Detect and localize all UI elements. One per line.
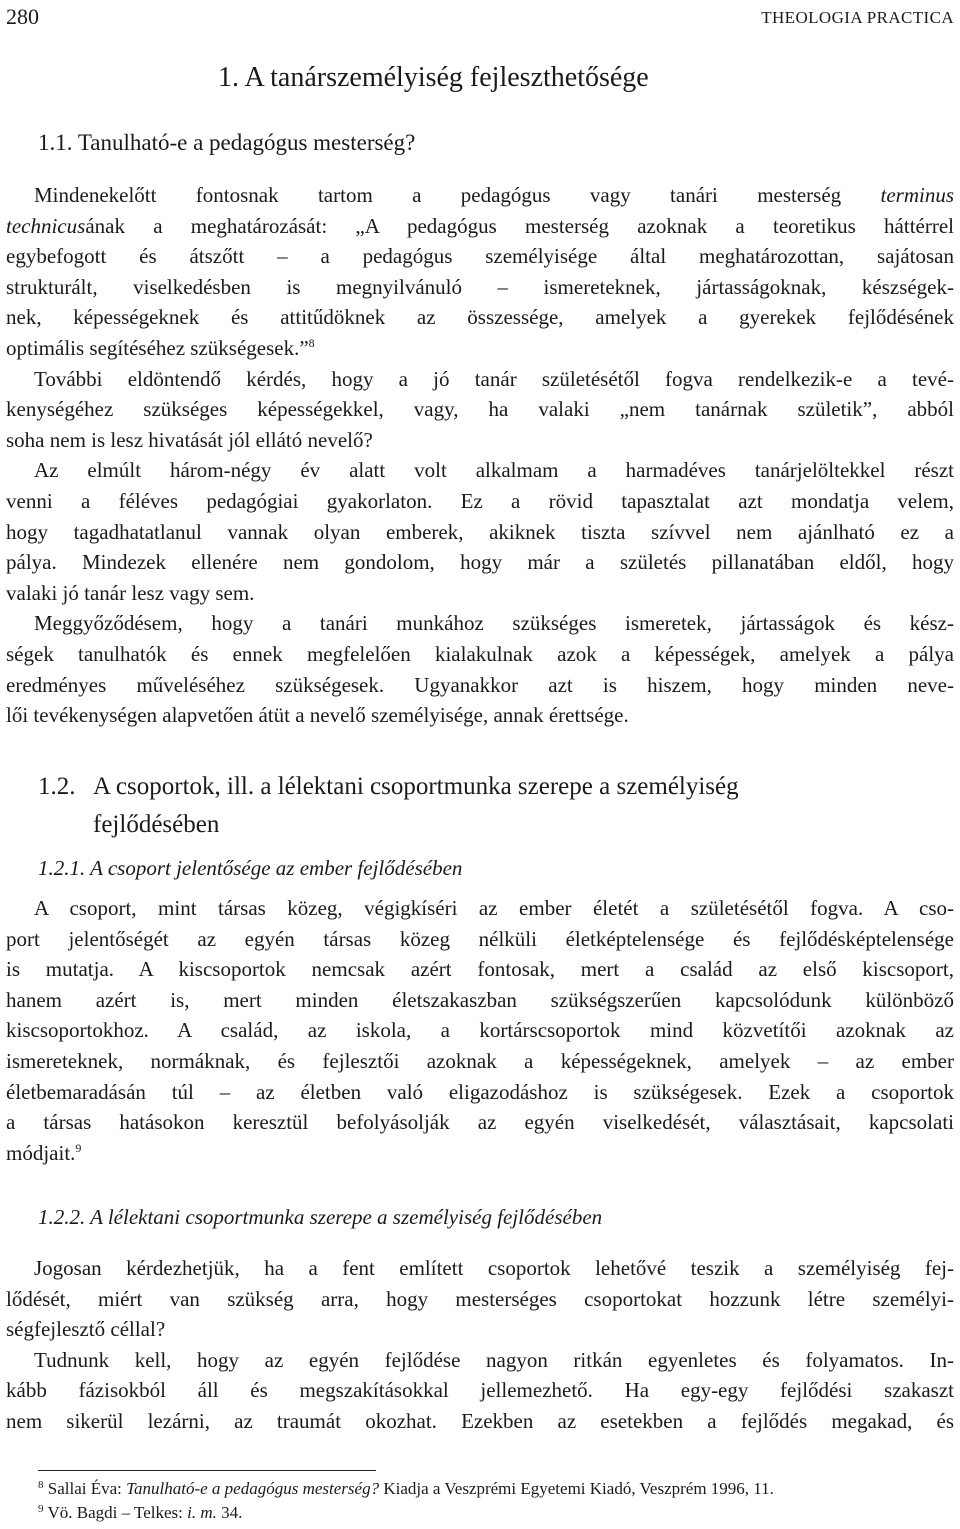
heading-line: 1.2. A csoportok, ill. a lélektani csoportmunka szerepe a személyiség xyxy=(38,773,739,800)
text-line: hogy tagadhatatlanul vannak olyan emberek, akiknek tiszta szívvel nem ajánlható ez a xyxy=(6,519,954,544)
footnotes xyxy=(38,1477,774,1525)
section-1-2-1-body xyxy=(6,893,954,1168)
text-line: eredményes műveléséhez szükségesek. Ugyanakkor azt is hiszem, hogy minden neve- xyxy=(6,672,954,697)
text-line: kiscsoportokhoz. A család, az iskola, a kortárscsoportok mind közvetítői azoknak az xyxy=(6,1018,954,1043)
text-line: lődését, miért van szükség arra, hogy mesterséges csoportokat hozzunk létre személyi- xyxy=(6,1286,954,1311)
footnote-divider xyxy=(38,1470,376,1471)
text-line: optimális segítéséhez szükségesek.”$^8$ xyxy=(6,335,315,360)
text-line: valaki jó tanár lesz vagy sem. xyxy=(6,580,255,605)
chapter-heading: 1. A tanárszemélyiség fejleszthetősége xyxy=(218,62,649,93)
section-heading-1-1: 1.1. Tanulható-e a pedagógus mesterség? xyxy=(38,130,416,155)
text-line: a társas hatásokon keresztül befolyásolják az egyén viselkedését, választásait, kapcsolati xyxy=(6,1110,954,1135)
text-line: lői tevékenységen alapvetően átüt a nevelő személyisége, annak érettsége. xyxy=(6,703,629,728)
page-number: 280 xyxy=(6,4,39,29)
text-line: kenységéhez szükséges képességekkel, vagy, ha valaki „nem tanárnak születik”, abból xyxy=(6,397,954,422)
text-line: Jogosan kérdezhetjük, ha a fent említett csoportok lehetővé teszik a személyiség fej- xyxy=(34,1256,954,1280)
text-line: port jelentőségét az egyén társas közeg nélküli életképtelensége és fejlődésképtelensége xyxy=(6,926,954,951)
text-line: Az elmúlt három-négy év alatt volt alkalmam a harmadéves tanárjelöltekkel részt xyxy=(34,458,954,483)
text-line: hanem azért is, mert minden életszakaszban szükségszerűen kapcsolódunk különböző xyxy=(6,987,954,1012)
text-line: egybefogott és átszőtt – a pedagógus személyisége által meghatározottan, sajátosan xyxy=(6,244,954,269)
text-line: technicusának a meghatározását: „A pedagógus mesterség azoknak a teoretikus háttérrel xyxy=(6,213,954,238)
section-1-2-2-body xyxy=(6,1253,954,1437)
text-line: soha nem is lesz hivatását jól ellátó nevelő? xyxy=(6,427,373,452)
subsection-heading-1-2-2: 1.2.2. A lélektani csoportmunka szerepe a személyiség fejlődésében xyxy=(38,1205,603,1229)
text-line: nem sikerül lezárni, az traumát okozhat. Ezekben az esetekben a fejlődés megakad, és xyxy=(6,1408,954,1433)
subsection-heading-1-2-1: 1.2.1. A csoport jelentősége az ember fejlődésében xyxy=(38,856,463,880)
text-line: Tudnunk kell, hogy az egyén fejlődése nagyon ritkán egyenletes és folyamatos. In- xyxy=(34,1347,954,1372)
page-header xyxy=(6,4,954,30)
heading-line: fejlődésében xyxy=(93,811,220,838)
text-line: Mindenekelőtt fontosnak tartom a pedagógus vagy tanári mesterség terminus xyxy=(34,183,954,207)
text-line: A csoport, mint társas közeg, végigkíséri az ember életét a születésétől fogva. A cso- xyxy=(34,896,954,920)
text-line: ismereteknek, normáknak, és fejlesztői azoknak a képességeknek, amelyek – az ember xyxy=(6,1048,954,1073)
text-line: További eldöntendő kérdés, hogy a jó tanár születésétől fogva rendelkezik-e a tevé- xyxy=(34,366,954,391)
footnote-ref-8[interactable]: 8 xyxy=(308,335,315,350)
text-line: nek, képességeknek és attitűdöknek az összessége, amelyek a gyerekek fejlődésének xyxy=(6,305,954,330)
text-line: módjait.$^9$ xyxy=(6,1140,82,1165)
text-line: életbemaradásán túl – az életben való eligazodáshoz is szükségesek. Ezek a csoportok xyxy=(6,1079,954,1104)
footnote-9: $^9$ Vö. Bagdi – Telkes: i. m. 34. xyxy=(38,1503,243,1522)
text-line: is mutatja. A kiscsoportok nemcsak azért fontosak, mert a család az első kiscsoport, xyxy=(6,957,954,982)
footnote-ref-9[interactable]: 9 xyxy=(75,1140,82,1155)
text-line: ségfejlesztő céllal? xyxy=(6,1317,166,1342)
text-line: kább fázisokból áll és megszakításokkal jellemezhető. Ha egy-egy fejlődési szakaszt xyxy=(6,1378,954,1403)
text-line: strukturált, viselkedésben is megnyilvánuló – ismereteknek, jártasságoknak, készségek- xyxy=(6,274,954,299)
section-heading-1-2 xyxy=(38,768,918,844)
section-1-1-body xyxy=(6,180,954,731)
running-head: THEOLOGIA PRACTICA xyxy=(761,8,954,27)
text-line: pálya. Mindezek ellenére nem gondolom, hogy már a születés pillanatában eldől, hogy xyxy=(6,550,954,575)
text-line: ségek tanulhatók és ennek megfelelően kialakulnak azok a képességek, amelyek a pálya xyxy=(6,641,954,666)
text-line: Meggyőződésem, hogy a tanári munkához szükséges ismeretek, jártasságok és kész- xyxy=(34,611,954,636)
footnote-8: $^8$ Sallai Éva: Tanulható-e a pedagógus mesterség? Kiadja a Veszprémi Egyetemi Kiadó, Veszprém 1996, 11. xyxy=(38,1479,774,1498)
text-line: venni a féléves pedagógiai gyakorlaton. Ez a rövid tapasztalat azt mondatja velem, xyxy=(6,488,954,513)
